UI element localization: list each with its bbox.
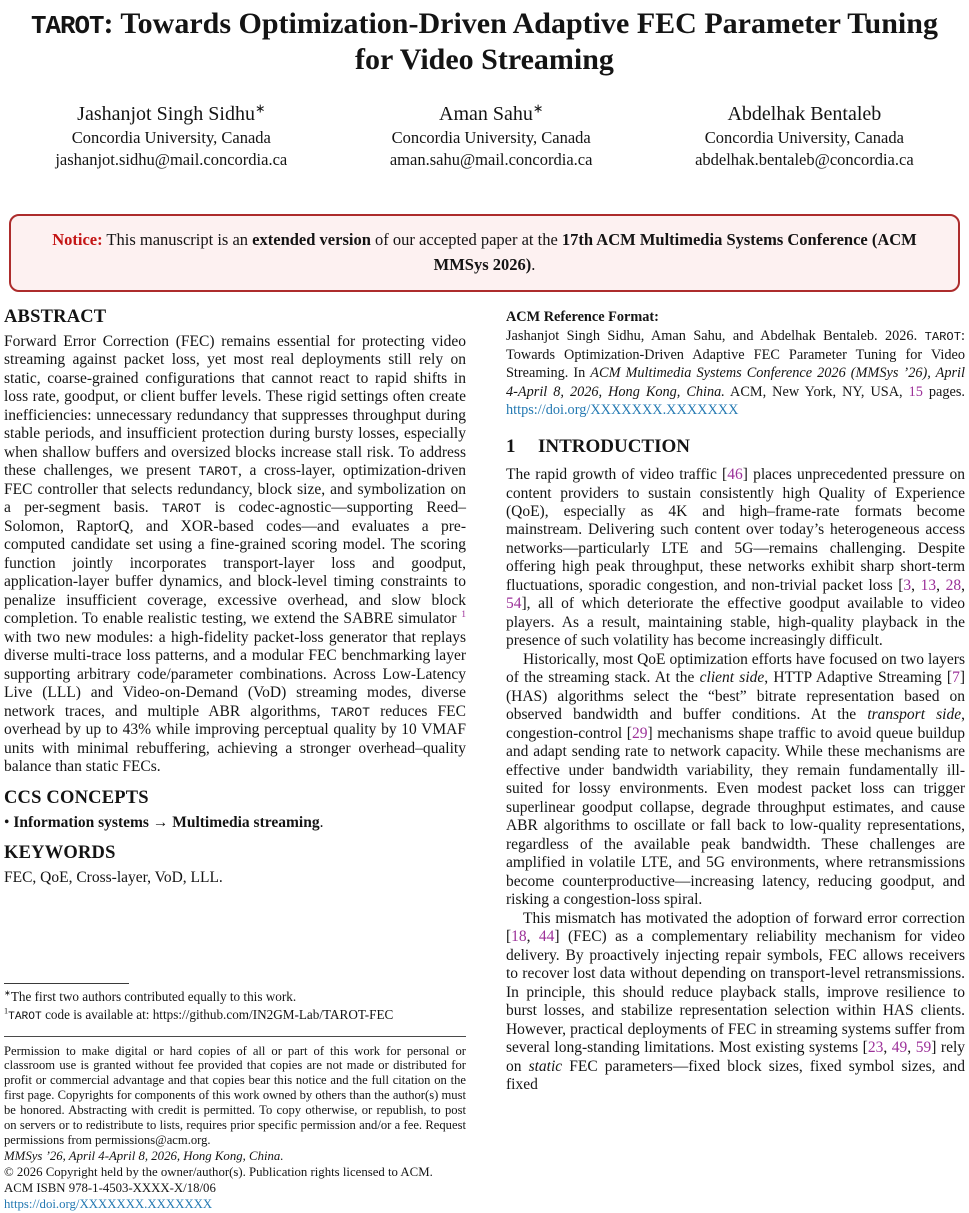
text-segment: , congestion-control [ [505, 706, 965, 742]
text-segment: ACM Multimedia Systems Conference 2026 (MMSys ’26), April 4-April 8, 2026, Hong Kong, China. [505, 365, 965, 400]
text-segment: TAROT [330, 704, 371, 720]
citation-ref: 7 [952, 669, 960, 687]
abstract-text [4, 333, 466, 777]
text-segment: extended version [252, 229, 371, 249]
text-segment: ∗ [532, 101, 544, 116]
footnote-code-availability [4, 1006, 466, 1025]
text-segment: • [4, 813, 14, 831]
notice-text [52, 230, 917, 275]
introduction-heading [506, 436, 965, 458]
citation-ref: 29 [631, 724, 648, 742]
text-segment: ] rely on [505, 1039, 966, 1075]
two-column-body [4, 307, 965, 1213]
citation-ref: 15 [908, 383, 923, 400]
acm-reference-heading: ACM Reference Format: [505, 308, 659, 325]
author-email: aman.sahu@mail.concordia.ca [389, 150, 593, 170]
text-segment: : Towards Optimization-Driven Adaptive FEC Parameter Tuning for Video Streaming. In [505, 327, 965, 382]
left-column [4, 307, 466, 1213]
text-segment: ] (HAS) algorithms select the “best” bitrate representation based on observed bandwidth and buffer conditions. At the [505, 669, 966, 724]
text-segment: of our accepted paper at the [370, 229, 562, 249]
authors-row [4, 101, 965, 171]
text-segment: TAROT [198, 464, 238, 480]
text-segment: . [319, 813, 324, 831]
text-segment: : Towards Optimization-Driven Adaptive FEC Parameter Tuning for Video Streaming [103, 7, 938, 77]
permission-rule [4, 1036, 466, 1037]
text-segment: ] places unprecedented pressure on content providers to sustain consistently high Quality of Experience (QoE), especially as 4K and high–frame-rate formats become mainstream. Delivering such content over today’s heterogeneous access networks—particularly LTE and 5G—remains challenging. Despite offering high peak throughput, these networks exhibit sharp short-term fluctuations, sporadic congestion, and non-trivial packet loss [ [505, 466, 965, 594]
text-segment: TAROT [31, 12, 104, 41]
footnote-equal-contribution [4, 988, 466, 1005]
permission-text: Permission to make digital or hard copies of all or part of this work for personal or classroom use is granted without fee provided that copies are not made or distributed for profit or commercial advantage and that copies bear this notice and the full citation on the first page. Copyrights for components of this work owned by others than the author(s) must be honored. Abstracting with credit is permitted. To copy otherwise, or republish, to post on servers or to redistribute to lists, requires prior specific permission and/or a fee. Request permissions from permissions@acm.org. [4, 1043, 466, 1148]
isbn-line: ACM ISBN 978-1-4503-XXXX-X/18/06 [4, 1180, 216, 1195]
citation-ref: 49 [891, 1039, 908, 1057]
text-segment: Jashanjot Singh Sidhu, Aman Sahu, and Abdelhak Bentaleb. 2026. [505, 327, 925, 344]
keywords-heading: KEYWORDS [4, 843, 116, 864]
text-segment: Abdelhak Bentaleb [727, 103, 882, 126]
text-segment: ∗ [4, 988, 11, 998]
text-segment: The first two authors contributed equally to this work. [10, 989, 297, 1005]
text-segment: → [148, 813, 173, 831]
left-footer [4, 977, 466, 1213]
author-block [55, 101, 287, 171]
author-affiliation: Concordia University, Canada [71, 128, 271, 148]
text-segment: with two new modules: a high-fidelity packet-loss generator that replays diverse multi-trace loss patterns, and a modular FEC benchmarking layer supporting arbitrary code/parameter combinations. Across Low-Latency Live (LLL) and Video-on-Demand (VoD) streaming modes, diverse network traces, and multiple ABR algorithms, [4, 628, 466, 720]
section-title: INTRODUCTION [537, 436, 691, 458]
text-segment: , a cross-layer, optimization-driven FEC controller that selects redundancy, block size, and symbolization on a per-segment basis. [4, 462, 466, 517]
author-affiliation: Concordia University, Canada [704, 128, 904, 148]
text-segment: Multimedia streaming [172, 813, 320, 831]
text-segment: , [883, 1039, 892, 1057]
keywords-text: FEC, QoE, Cross-layer, VoD, LLL. [4, 869, 223, 887]
text-segment: TAROT [161, 501, 202, 517]
text-segment: 1 [461, 609, 466, 621]
copyright-line: © 2026 Copyright held by the owner/author(s). Publication rights licensed to ACM. [4, 1164, 433, 1179]
text-segment: Jashanjot Singh Sidhu [77, 103, 255, 126]
text-segment: transport side [867, 706, 962, 724]
text-segment: code is available at: https://github.com/IN2GM-Lab/TAROT-FEC [41, 1006, 394, 1022]
paper-title [27, 6, 942, 77]
author-email: jashanjot.sidhu@mail.concordia.ca [55, 150, 288, 170]
author-name [390, 101, 593, 127]
text-segment: , [961, 576, 966, 594]
text-segment: TAROT [8, 1010, 42, 1023]
text-segment: FEC parameters—fixed block sizes, fixed symbol sizes, and fixed [505, 1057, 965, 1094]
text-segment: This manuscript is an [102, 229, 253, 249]
citation-ref: 23 [867, 1039, 884, 1057]
doi-link[interactable]: https://doi.org/XXXXXXX.XXXXXXX [4, 1196, 213, 1211]
text-segment: ] (FEC) as a complementary reliability mechanism for video delivery. By proactively injecting repair symbols, FEC allows receivers to recover lost data without depending on transport-level retransmissions. In principle, this should reduce playback stalls, improve resilience to burst losses, and stabilize representation selection within HAS clients. However, practical deployments of FEC in streaming systems suffer from several long-standing limitations. Most existing systems [ [505, 928, 966, 1057]
author-block [390, 101, 593, 171]
text-segment: TAROT [924, 329, 962, 344]
citation-ref: 28 [945, 576, 962, 594]
text-segment: reduces FEC overhead by up to 43% while improving perceptual quality by 10 VMAF units with minimal rebuffering, achieving a stronger overhead–quality balance than static FECs. [4, 702, 466, 776]
ccs-text [4, 814, 466, 832]
text-segment: client side [699, 669, 765, 687]
intro-paragraph [506, 466, 965, 651]
citation-ref: 3 [903, 576, 912, 594]
text-segment: ] mechanisms shape traffic to avoid queue buildup and adapt sending rate to network capacity. While these mechanisms are effective under bandwidth variability, they remain fundamentally ill-suited for lossy environments. Even modest packet loss can trigger superlinear goodput collapse, degrade throughput estimates, and cause ABR algorithms to oscillate or fall back to low-quality representations, regardless of the available peak bandwidth. These challenges are amplified in volatile LTE, and 5G environments, where retransmissions become counterproductive—increasing latency, reducing goodput, and risking a congestion-loss spiral. [505, 724, 965, 909]
conference-line: MMSys ’26, April 4-April 8, 2026, Hong Kong, China. [4, 1148, 284, 1163]
notice-box [9, 214, 960, 292]
author-email: abdelhak.bentaleb@concordia.ca [695, 150, 914, 170]
abstract-heading: ABSTRACT [4, 306, 107, 327]
citation-ref: 46 [727, 466, 743, 484]
citation-ref: 18 [511, 928, 527, 946]
text-segment: Historically, most QoE optimization efforts have focused on two layers of the streaming stack. At the [505, 650, 965, 687]
text-segment: static [528, 1057, 563, 1075]
citation-ref: 13 [920, 576, 937, 594]
footnote-rule [4, 983, 129, 984]
text-segment: The rapid growth of video traffic [ [505, 466, 728, 484]
inline-link[interactable]: https://doi.org/XXXXXXX.XXXXXXX [505, 402, 739, 419]
citation-ref: 59 [915, 1039, 932, 1057]
text-segment: ], all of which deteriorate the effective goodput available to video players. As a result, maintaining stable, high-quality playback in the presence of such volatility has become increasingly difficult. [505, 595, 965, 650]
text-segment: , HTTP Adaptive Streaming [ [764, 669, 953, 687]
text-segment: , [936, 576, 946, 594]
author-name [55, 101, 287, 127]
text-segment: is codec-agnostic—supporting Reed–Solomon, RaptorQ, and XOR-based codes—and evaluates a pre-computed candidate set using a fine-grained scoring model. The scoring function jointly incorporates transport-layer loss and goodput, application-layer buffer dynamics, and block-level timing constraints to penalize insufficient coverage, excessive overhead, and slow block completion. To enable realistic testing, we extend the SABRE simulator [4, 499, 466, 628]
citation-ref: 44 [538, 928, 555, 946]
author-block [695, 101, 914, 171]
text-segment: This mismatch has motivated the adoption of forward error correction [ [505, 909, 965, 946]
text-segment: Aman Sahu [439, 103, 533, 126]
text-segment: , [526, 928, 539, 946]
intro-paragraph [506, 910, 965, 1095]
intro-paragraph [506, 651, 965, 910]
text-segment: , [907, 1039, 916, 1057]
ccs-heading: CCS CONCEPTS [4, 787, 149, 808]
text-segment: . [531, 255, 536, 275]
text-segment: , [911, 576, 921, 594]
citation-ref: 54 [505, 595, 522, 613]
acm-reference-text [506, 327, 965, 420]
text-segment: 1 [4, 1006, 9, 1016]
text-segment: Forward Error Correction (FEC) remains essential for protecting video streaming against packet loss, yet most real deployments still rely on static, coarse-grained configurations that cannot react to rapid shifts in loss rate, goodput, or client buffer levels. These rigid settings often create inefficiencies: unnecessary redundancy that suppresses throughput during stable periods, and insufficient protection during bursty losses, especially when shallow buffers and oversized blocks increase stall risk. To address these challenges, we present [4, 332, 466, 480]
text-segment: ACM, New York, NY, USA, [724, 383, 909, 400]
text-segment: Information systems [13, 813, 149, 831]
right-column [506, 307, 965, 1213]
author-name [695, 101, 914, 127]
text-segment: pages. [922, 383, 965, 400]
text-segment: Notice: [52, 229, 103, 249]
text-segment: 17th ACM Multimedia Systems Conference (ACM MMSys 2026) [433, 229, 917, 275]
author-affiliation: Concordia University, Canada [391, 128, 591, 148]
section-number: 1 [505, 436, 516, 458]
text-segment: ∗ [254, 101, 266, 116]
